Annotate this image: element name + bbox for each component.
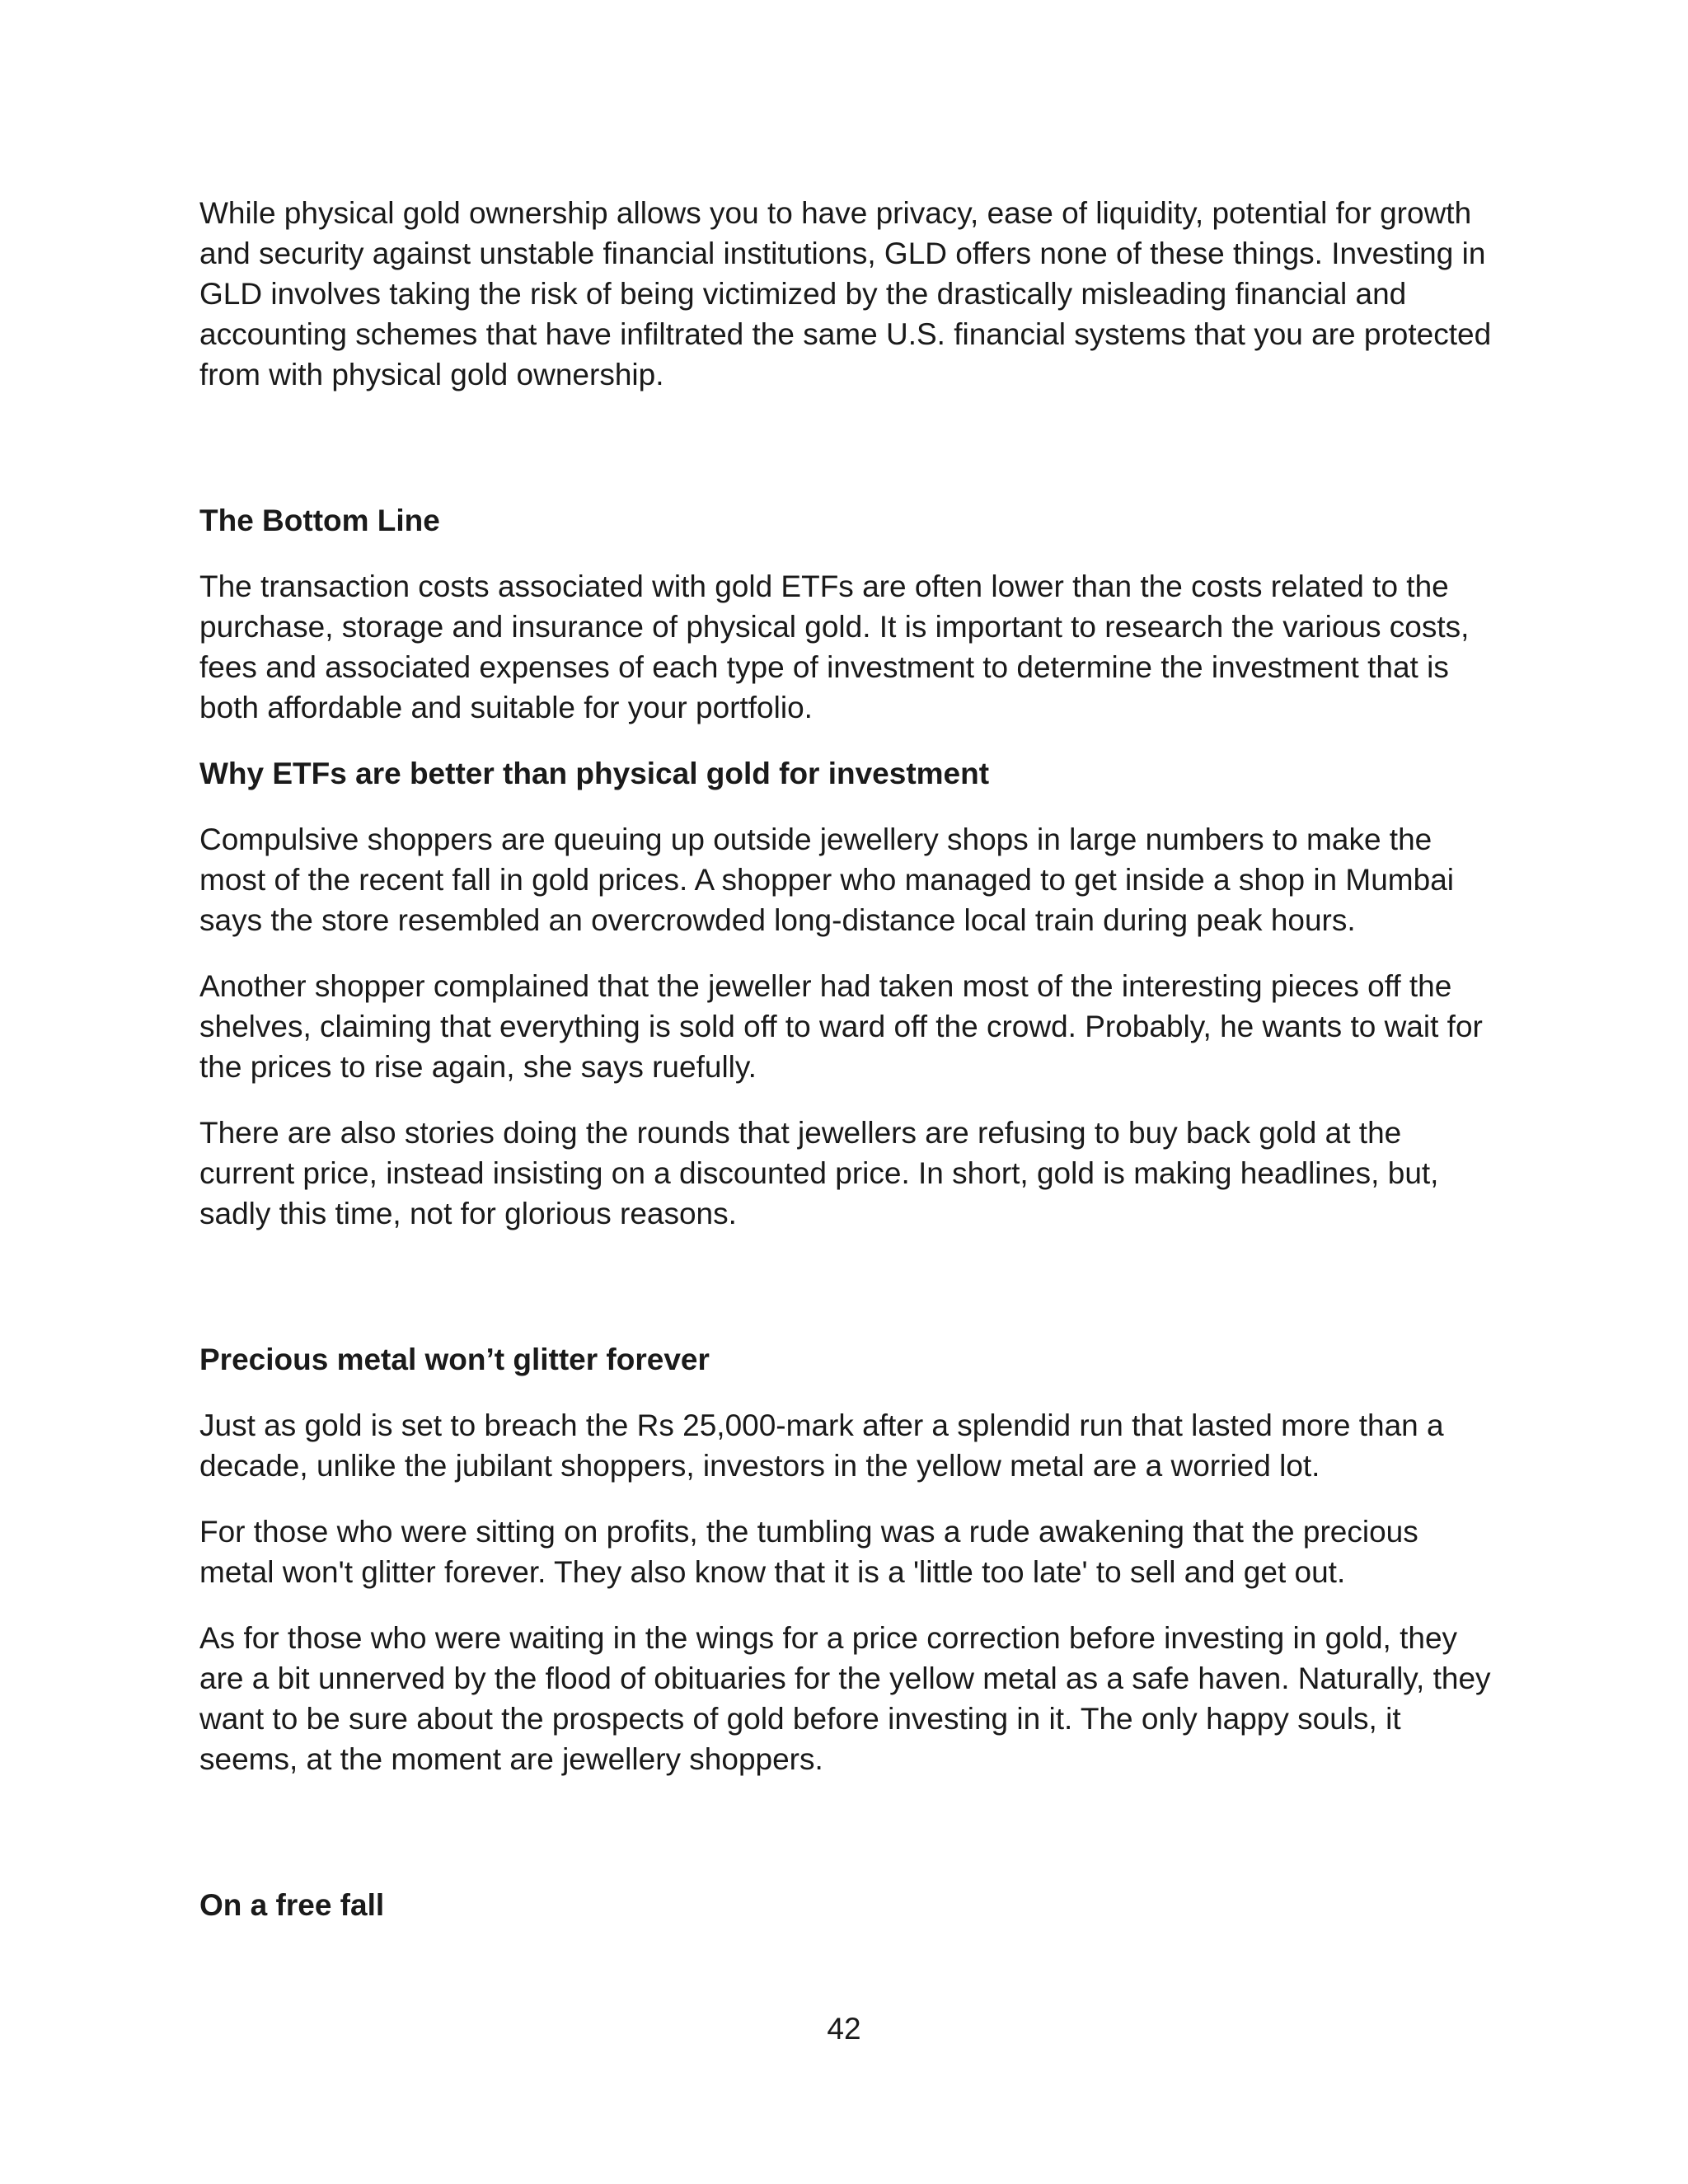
- page-content: [199, 193, 1502, 1925]
- paragraph-waiting-in-wings: As for those who were waiting in the wings for a price correction before investing in gold, they are a bit unnerved by the flood of obituaries for the yellow metal as a safe haven. Naturally, they want to be sure about the prospects of gold before investing in it. The only happy souls, it seems, at the moment are jewellery shoppers.: [199, 1621, 1491, 1776]
- paragraph-profits: For those who were sitting on profits, the tumbling was a rude awakening that the precious metal won't glitter forever. They also know that it is a 'little too late' to sell and get out.: [199, 1515, 1418, 1589]
- paragraph-stories: There are also stories doing the rounds that jewellers are refusing to buy back gold at the current price, instead insisting on a discounted price. In short, gold is making headlines, but, sadly this time, not for glorious reasons.: [199, 1116, 1439, 1230]
- paragraph-gld-risks: While physical gold ownership allows you to have privacy, ease of liquidity, potential for growth and security against unstable financial institutions, GLD offers none of these things. Investing in GLD involves taking the risk of being victimized by the drastically misleading financial and accounting schemes that have infiltrated the same U.S. financial systems that you are protected from with physical gold ownership.: [199, 196, 1492, 391]
- heading-precious-metal: Precious metal won’t glitter forever: [199, 1343, 710, 1376]
- heading-bottom-line: The Bottom Line: [199, 504, 440, 537]
- heading-why-etfs: Why ETFs are better than physical gold for investment: [199, 757, 990, 790]
- paragraph-compulsive-shoppers: Compulsive shoppers are queuing up outside jewellery shops in large numbers to make the most of the recent fall in gold prices. A shopper who managed to get inside a shop in Mumbai says the store resembled an overcrowded long-distance local train during peak hours.: [199, 823, 1455, 937]
- paragraph-another-shopper: Another shopper complained that the jeweller had taken most of the interesting pieces off the shelves, claiming that everything is sold off to ward off the crowd. Probably, he wants to wait for the prices to rise again, she says ruefully.: [199, 969, 1483, 1084]
- paragraph-transaction-costs: The transaction costs associated with gold ETFs are often lower than the costs related to the purchase, storage and insurance of physical gold. It is important to research the various costs, fees and associated expenses of each type of investment to determine the investment that is both affordable and suitable for your portfolio.: [199, 569, 1470, 724]
- paragraph-breach-mark: Just as gold is set to breach the Rs 25,000-mark after a splendid run that lasted more than a decade, unlike the jubilant shoppers, investors in the yellow metal are a worried lot.: [199, 1408, 1444, 1483]
- heading-free-fall: On a free fall: [199, 1888, 385, 1922]
- page-number: 42: [827, 2012, 861, 2046]
